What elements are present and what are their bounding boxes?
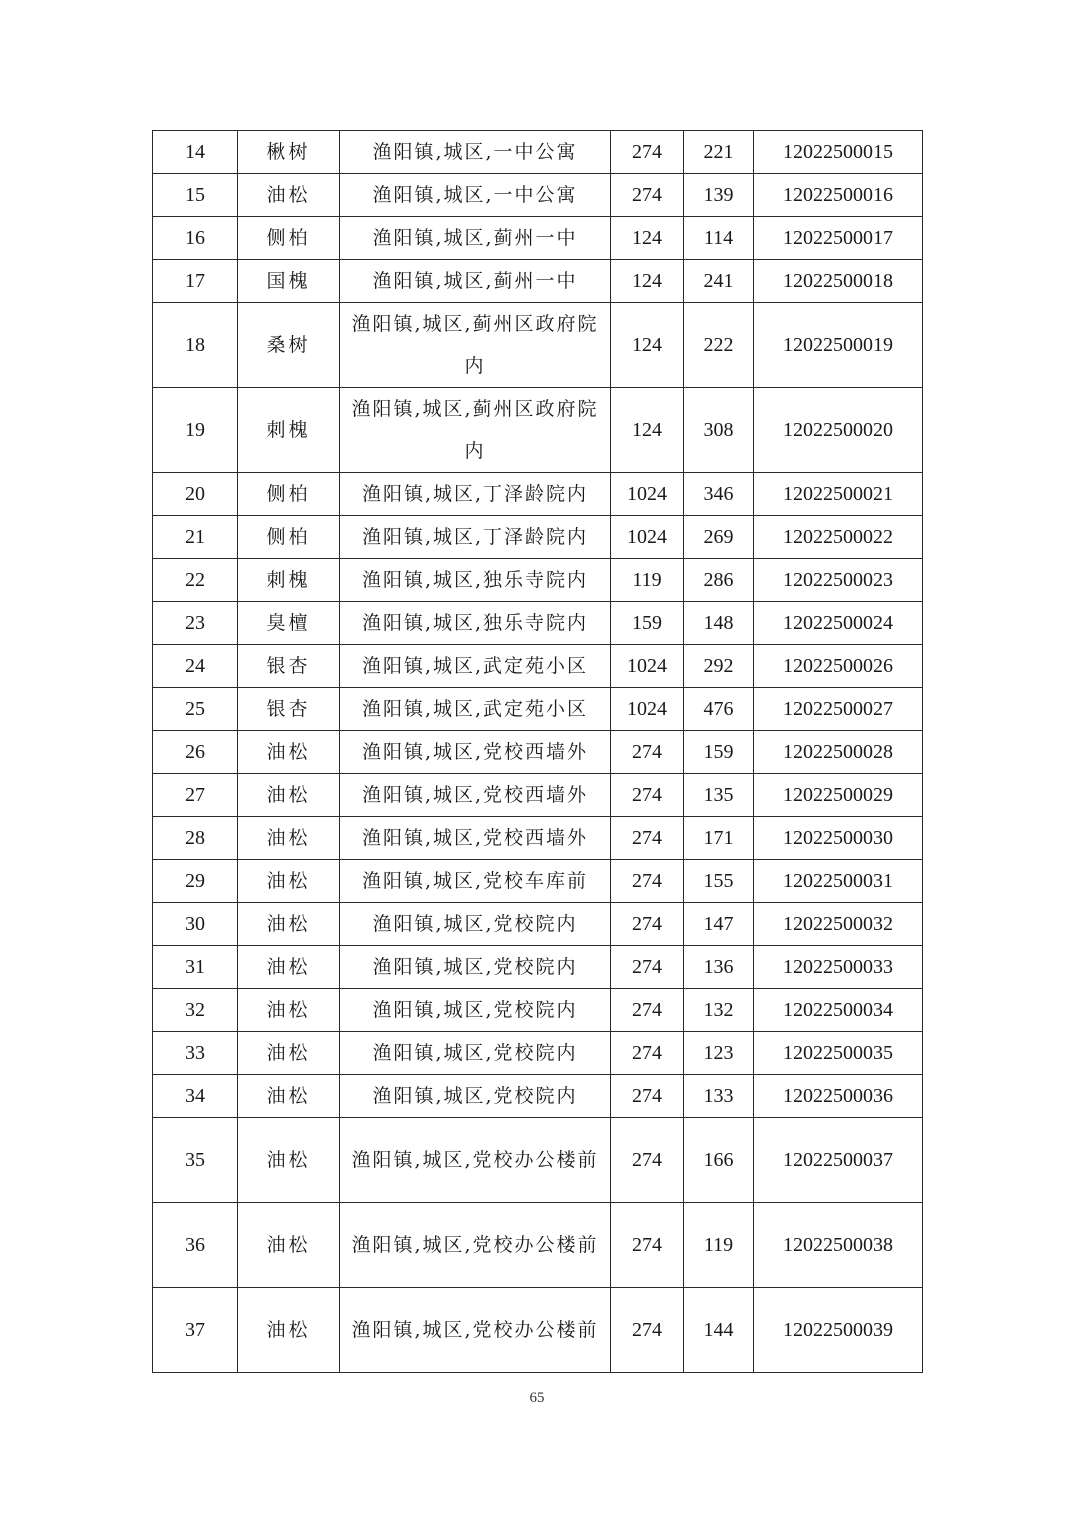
table-row	[153, 946, 923, 989]
species-cell: 银杏	[238, 688, 340, 731]
location-cell: 渔阳镇,城区,丁泽龄院内	[340, 516, 611, 559]
table-row	[153, 1203, 923, 1288]
location-cell: 渔阳镇,城区,蓟州区政府院内	[340, 303, 611, 388]
value-a-cell: 274	[611, 174, 684, 217]
value-b-cell: 171	[684, 817, 754, 860]
table-row	[153, 645, 923, 688]
location-cell: 渔阳镇,城区,独乐寺院内	[340, 602, 611, 645]
code-cell: 12022500037	[754, 1118, 923, 1203]
row-number: 32	[153, 989, 238, 1032]
code-cell: 12022500017	[754, 217, 923, 260]
table-row	[153, 817, 923, 860]
value-a-cell: 274	[611, 131, 684, 174]
species-cell: 油松	[238, 774, 340, 817]
value-b-cell: 144	[684, 1288, 754, 1373]
table-row	[153, 1118, 923, 1203]
value-b-cell: 133	[684, 1075, 754, 1118]
location-cell: 渔阳镇,城区,党校办公楼前	[340, 1288, 611, 1373]
code-cell: 12022500032	[754, 903, 923, 946]
value-a-cell: 1024	[611, 473, 684, 516]
code-cell: 12022500039	[754, 1288, 923, 1373]
location-cell: 渔阳镇,城区,党校院内	[340, 903, 611, 946]
location-cell: 渔阳镇,城区,武定苑小区	[340, 645, 611, 688]
table-row	[153, 1288, 923, 1373]
value-b-cell: 222	[684, 303, 754, 388]
value-a-cell: 119	[611, 559, 684, 602]
value-b-cell: 292	[684, 645, 754, 688]
code-cell: 12022500030	[754, 817, 923, 860]
code-cell: 12022500015	[754, 131, 923, 174]
code-cell: 12022500021	[754, 473, 923, 516]
table-row	[153, 388, 923, 473]
value-b-cell: 241	[684, 260, 754, 303]
table-row	[153, 303, 923, 388]
table-row	[153, 602, 923, 645]
value-a-cell: 124	[611, 303, 684, 388]
code-cell: 12022500036	[754, 1075, 923, 1118]
value-a-cell: 274	[611, 946, 684, 989]
species-cell: 侧柏	[238, 473, 340, 516]
location-cell: 渔阳镇,城区,一中公寓	[340, 131, 611, 174]
table-row	[153, 217, 923, 260]
code-cell: 12022500016	[754, 174, 923, 217]
row-number: 30	[153, 903, 238, 946]
row-number: 19	[153, 388, 238, 473]
row-number: 23	[153, 602, 238, 645]
species-cell: 刺槐	[238, 388, 340, 473]
location-cell: 渔阳镇,城区,党校办公楼前	[340, 1203, 611, 1288]
value-a-cell: 274	[611, 731, 684, 774]
value-a-cell: 1024	[611, 516, 684, 559]
species-cell: 油松	[238, 903, 340, 946]
row-number: 15	[153, 174, 238, 217]
row-number: 31	[153, 946, 238, 989]
location-cell: 渔阳镇,城区,蓟州区政府院内	[340, 388, 611, 473]
code-cell: 12022500028	[754, 731, 923, 774]
row-number: 16	[153, 217, 238, 260]
table-row	[153, 989, 923, 1032]
value-b-cell: 269	[684, 516, 754, 559]
row-number: 24	[153, 645, 238, 688]
value-a-cell: 124	[611, 388, 684, 473]
value-a-cell: 274	[611, 989, 684, 1032]
value-a-cell: 274	[611, 774, 684, 817]
row-number: 25	[153, 688, 238, 731]
location-cell: 渔阳镇,城区,蓟州一中	[340, 260, 611, 303]
code-cell: 12022500035	[754, 1032, 923, 1075]
code-cell: 12022500026	[754, 645, 923, 688]
value-a-cell: 124	[611, 260, 684, 303]
species-cell: 油松	[238, 860, 340, 903]
value-b-cell: 114	[684, 217, 754, 260]
value-b-cell: 139	[684, 174, 754, 217]
code-cell: 12022500027	[754, 688, 923, 731]
species-cell: 侧柏	[238, 516, 340, 559]
species-cell: 油松	[238, 946, 340, 989]
table-row	[153, 731, 923, 774]
row-number: 34	[153, 1075, 238, 1118]
location-cell: 渔阳镇,城区,党校西墙外	[340, 731, 611, 774]
location-cell: 渔阳镇,城区,党校办公楼前	[340, 1118, 611, 1203]
code-cell: 12022500029	[754, 774, 923, 817]
species-cell: 油松	[238, 1203, 340, 1288]
location-cell: 渔阳镇,城区,一中公寓	[340, 174, 611, 217]
species-cell: 国槐	[238, 260, 340, 303]
row-number: 22	[153, 559, 238, 602]
species-cell: 侧柏	[238, 217, 340, 260]
location-cell: 渔阳镇,城区,党校西墙外	[340, 817, 611, 860]
species-cell: 刺槐	[238, 559, 340, 602]
table-row	[153, 516, 923, 559]
code-cell: 12022500020	[754, 388, 923, 473]
table-row	[153, 774, 923, 817]
tree-record-table	[152, 130, 923, 1373]
row-number: 18	[153, 303, 238, 388]
row-number: 37	[153, 1288, 238, 1373]
value-a-cell: 159	[611, 602, 684, 645]
value-b-cell: 136	[684, 946, 754, 989]
code-cell: 12022500033	[754, 946, 923, 989]
value-b-cell: 476	[684, 688, 754, 731]
table-row	[153, 473, 923, 516]
species-cell: 油松	[238, 1075, 340, 1118]
value-b-cell: 286	[684, 559, 754, 602]
species-cell: 银杏	[238, 645, 340, 688]
value-b-cell: 159	[684, 731, 754, 774]
table-row	[153, 1075, 923, 1118]
row-number: 35	[153, 1118, 238, 1203]
location-cell: 渔阳镇,城区,党校西墙外	[340, 774, 611, 817]
species-cell: 油松	[238, 174, 340, 217]
code-cell: 12022500018	[754, 260, 923, 303]
value-b-cell: 221	[684, 131, 754, 174]
species-cell: 油松	[238, 731, 340, 774]
table-row	[153, 131, 923, 174]
row-number: 29	[153, 860, 238, 903]
value-a-cell: 274	[611, 860, 684, 903]
location-cell: 渔阳镇,城区,蓟州一中	[340, 217, 611, 260]
species-cell: 臭檀	[238, 602, 340, 645]
table-row	[153, 903, 923, 946]
row-number: 36	[153, 1203, 238, 1288]
value-b-cell: 135	[684, 774, 754, 817]
value-a-cell: 274	[611, 903, 684, 946]
location-cell: 渔阳镇,城区,丁泽龄院内	[340, 473, 611, 516]
location-cell: 渔阳镇,城区,独乐寺院内	[340, 559, 611, 602]
table-row	[153, 860, 923, 903]
value-b-cell: 148	[684, 602, 754, 645]
value-a-cell: 1024	[611, 688, 684, 731]
value-b-cell: 123	[684, 1032, 754, 1075]
code-cell: 12022500038	[754, 1203, 923, 1288]
value-b-cell: 132	[684, 989, 754, 1032]
location-cell: 渔阳镇,城区,党校院内	[340, 946, 611, 989]
value-b-cell: 119	[684, 1203, 754, 1288]
value-a-cell: 274	[611, 817, 684, 860]
table-row	[153, 559, 923, 602]
table-row	[153, 688, 923, 731]
location-cell: 渔阳镇,城区,党校院内	[340, 1075, 611, 1118]
species-cell: 油松	[238, 817, 340, 860]
value-b-cell: 147	[684, 903, 754, 946]
value-a-cell: 274	[611, 1118, 684, 1203]
species-cell: 油松	[238, 1032, 340, 1075]
code-cell: 12022500019	[754, 303, 923, 388]
row-number: 17	[153, 260, 238, 303]
row-number: 26	[153, 731, 238, 774]
value-a-cell: 274	[611, 1075, 684, 1118]
code-cell: 12022500022	[754, 516, 923, 559]
code-cell: 12022500023	[754, 559, 923, 602]
value-b-cell: 308	[684, 388, 754, 473]
value-a-cell: 274	[611, 1203, 684, 1288]
row-number: 28	[153, 817, 238, 860]
species-cell: 油松	[238, 1118, 340, 1203]
row-number: 27	[153, 774, 238, 817]
value-b-cell: 346	[684, 473, 754, 516]
table-row	[153, 174, 923, 217]
page-number: 65	[529, 1390, 545, 1406]
location-cell: 渔阳镇,城区,党校车库前	[340, 860, 611, 903]
row-number: 33	[153, 1032, 238, 1075]
code-cell: 12022500034	[754, 989, 923, 1032]
value-a-cell: 274	[611, 1288, 684, 1373]
row-number: 21	[153, 516, 238, 559]
species-cell: 桑树	[238, 303, 340, 388]
location-cell: 渔阳镇,城区,党校院内	[340, 1032, 611, 1075]
value-a-cell: 274	[611, 1032, 684, 1075]
value-b-cell: 155	[684, 860, 754, 903]
row-number: 20	[153, 473, 238, 516]
code-cell: 12022500031	[754, 860, 923, 903]
species-cell: 楸树	[238, 131, 340, 174]
table-row	[153, 260, 923, 303]
location-cell: 渔阳镇,城区,党校院内	[340, 989, 611, 1032]
value-b-cell: 166	[684, 1118, 754, 1203]
species-cell: 油松	[238, 1288, 340, 1373]
value-a-cell: 124	[611, 217, 684, 260]
code-cell: 12022500024	[754, 602, 923, 645]
value-a-cell: 1024	[611, 645, 684, 688]
row-number: 14	[153, 131, 238, 174]
species-cell: 油松	[238, 989, 340, 1032]
table-row	[153, 1032, 923, 1075]
location-cell: 渔阳镇,城区,武定苑小区	[340, 688, 611, 731]
